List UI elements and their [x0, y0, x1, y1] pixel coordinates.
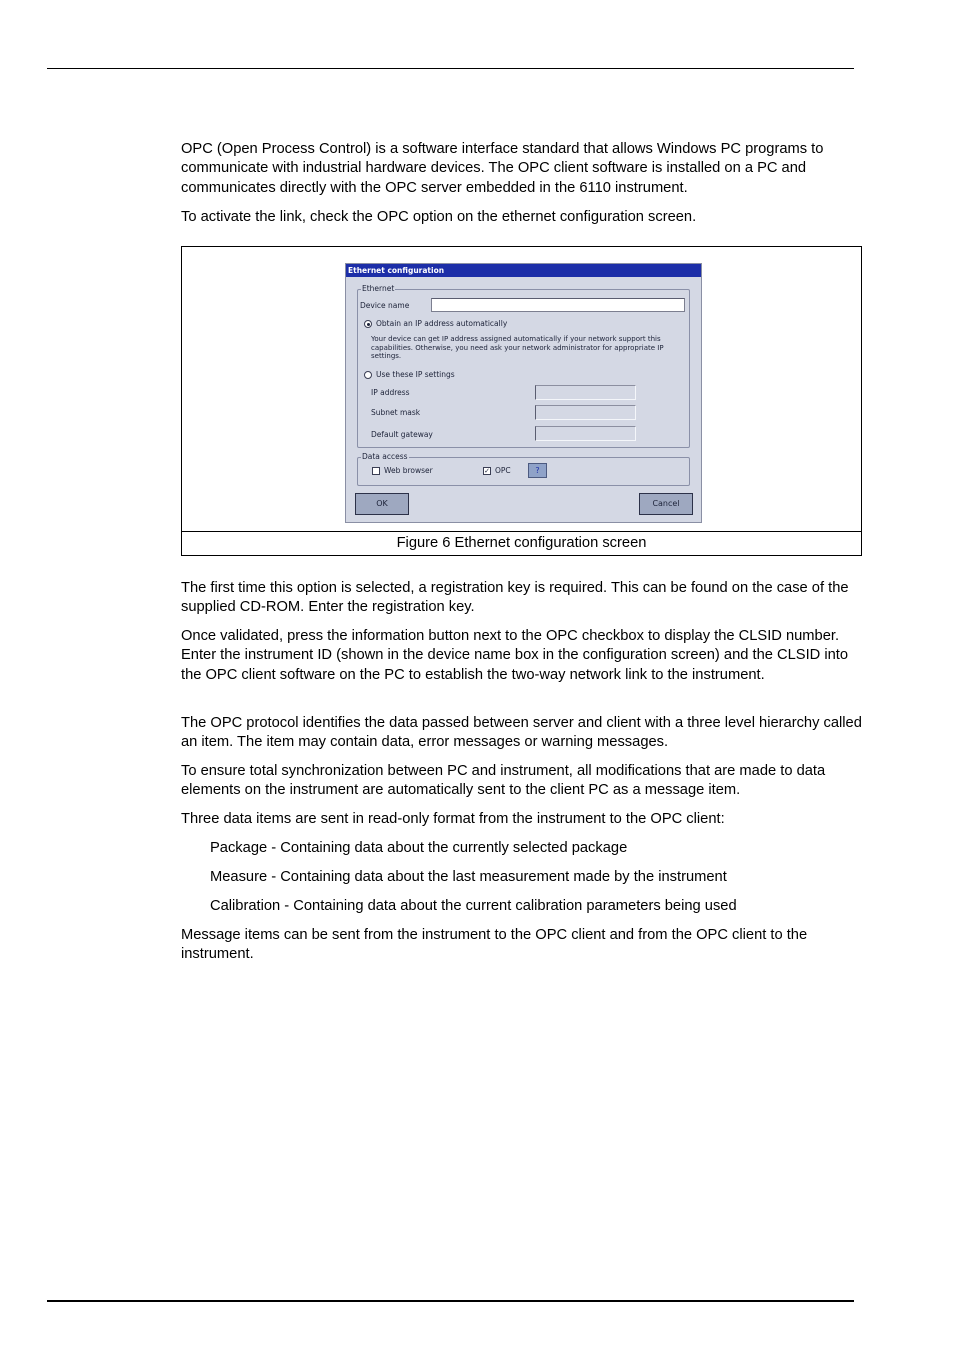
figure-6	[181, 246, 862, 556]
ip-address-label: IP address	[371, 388, 410, 397]
ip-help-text: Your device can get IP address assigned automatically if your network support this capabilities. Otherwise, you need ask your network administrator for appropriate IP settings.	[371, 335, 664, 360]
paragraph-clsid: Once validated, press the information button next to the OPC checkbox to display the CLSID number. Enter the instrument ID (shown in the device name box in the configuration screen) and the CLSID into the OPC client software on the PC to establish the two-way network link to the instrument.	[181, 628, 849, 683]
radio-obtain-ip-auto-label: Obtain an IP address automatically	[376, 319, 508, 328]
ethernet-group	[357, 284, 690, 448]
dialog-title-bar: Ethernet configuration	[346, 264, 701, 277]
data-access-group-legend: Data access	[362, 452, 408, 461]
paragraph-synchronization: To ensure total synchronization between PC and instrument, all modifications that are made to data elements on the instrument are automatically sent to the client PC as a message item.	[181, 763, 826, 799]
data-access-group	[357, 452, 690, 486]
paragraph-data-items: Three data items are sent in read-only format from the instrument to the OPC client:	[181, 811, 725, 827]
opc-label: OPC	[495, 466, 511, 475]
footer-rule	[47, 1300, 854, 1302]
ethernet-group-legend: Ethernet	[362, 284, 395, 293]
list-item: Calibration - Containing data about the current calibration parameters being used	[210, 898, 737, 914]
web-browser-label: Web browser	[384, 466, 433, 475]
paragraph-opc-intro: OPC (Open Process Control) is a software interface standard that allows Windows PC programs to communicate with industrial hardware devices. The OPC client software is installed on a PC and communicates directly with the OPC server embedded in the 6110 instrument.	[181, 141, 824, 196]
ok-button[interactable]: OK	[355, 493, 409, 515]
opc-info-button[interactable]: ?	[528, 463, 547, 478]
paragraph-protocol: The OPC protocol identifies the data passed between server and client with a three level hierarchy called an item. The item may contain data, error messages or warning messages.	[181, 715, 862, 751]
ip-address-field[interactable]	[535, 385, 636, 400]
default-gateway-label: Default gateway	[371, 430, 433, 439]
default-gateway-field[interactable]	[535, 426, 636, 441]
device-name-field[interactable]	[431, 298, 685, 312]
ethernet-configuration-dialog	[345, 263, 702, 523]
radio-obtain-ip-auto[interactable]	[364, 320, 372, 328]
web-browser-checkbox[interactable]	[372, 467, 380, 475]
list-item: Measure - Containing data about the last measurement made by the instrument	[210, 869, 727, 885]
subnet-mask-label: Subnet mask	[371, 408, 421, 417]
radio-use-ip-settings[interactable]	[364, 371, 372, 379]
radio-use-ip-settings-label: Use these IP settings	[376, 370, 455, 379]
paragraph-registration: The first time this option is selected, a registration key is required. This can be found on the case of the supplied CD-ROM. Enter the registration key.	[181, 580, 849, 616]
figure-caption: Figure 6 Ethernet configuration screen	[182, 531, 861, 556]
cancel-button[interactable]: Cancel	[639, 493, 693, 515]
device-name-label: Device name	[360, 301, 410, 310]
list-item: Package - Containing data about the currently selected package	[210, 840, 628, 856]
subnet-mask-field[interactable]	[535, 405, 636, 420]
header-rule	[47, 68, 854, 69]
paragraph-message-items: Message items can be sent from the instrument to the OPC client and from the OPC client to the instrument.	[181, 927, 808, 963]
opc-checkbox[interactable]: ✓	[484, 467, 490, 475]
paragraph-activate-link: To activate the link, check the OPC option on the ethernet configuration screen.	[181, 209, 697, 225]
